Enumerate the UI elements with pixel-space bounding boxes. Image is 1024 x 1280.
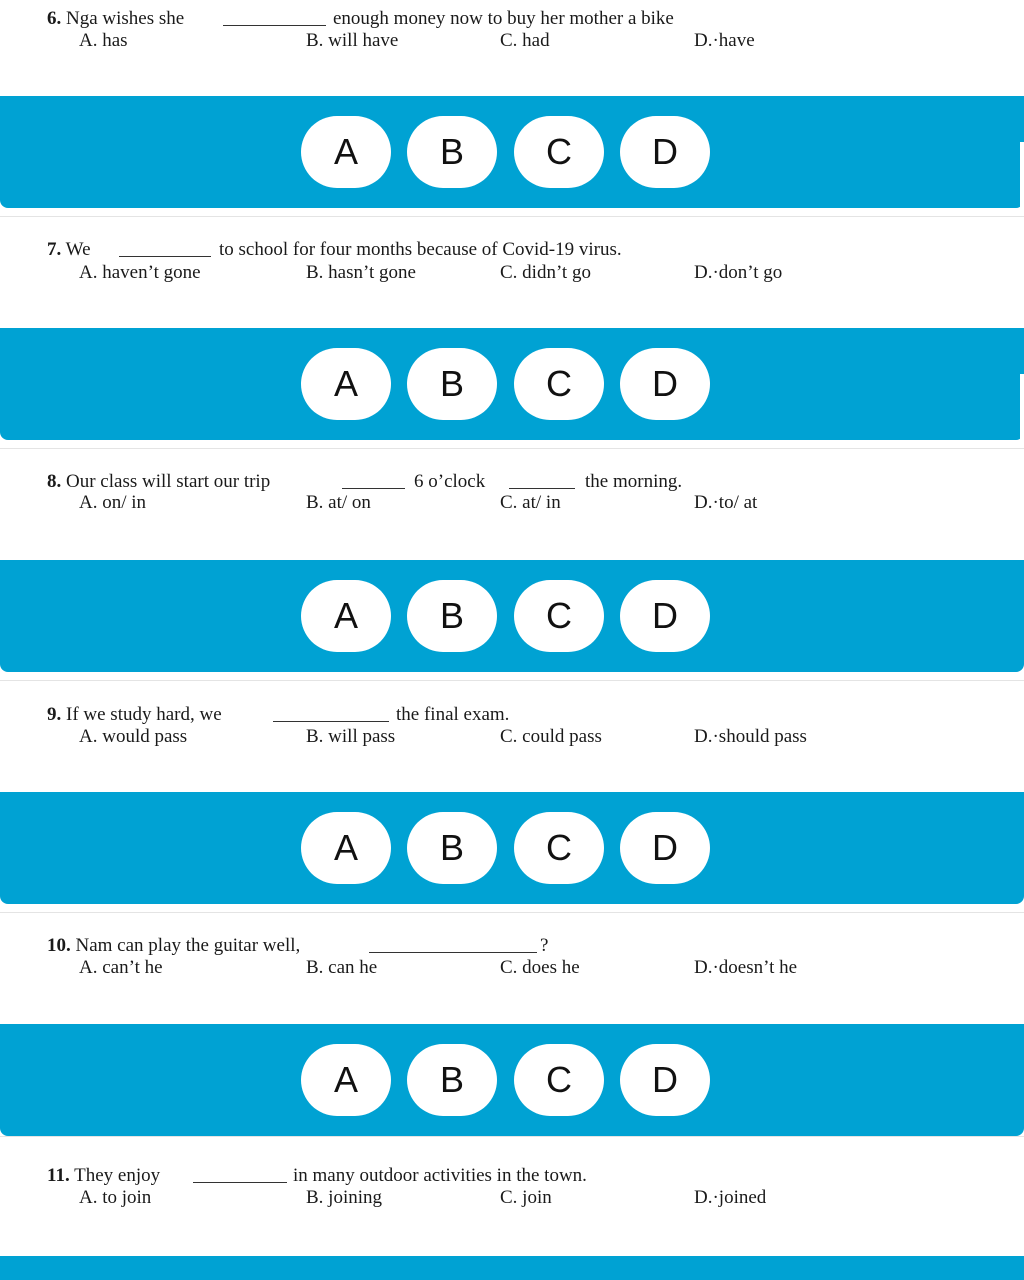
question-text: in many outdoor activities in the town. xyxy=(293,1165,587,1186)
question-number: 7. xyxy=(47,239,62,260)
question-text: Nga wishes she xyxy=(66,8,185,29)
option-b-text: B. at/ on xyxy=(306,492,371,513)
answer-button-c[interactable]: C xyxy=(514,348,604,420)
option-a-text: A. can’t he xyxy=(79,957,163,978)
option-a-text: A. haven’t gone xyxy=(79,262,201,283)
option-b-text: B. will pass xyxy=(306,726,396,747)
answer-button-b[interactable]: B xyxy=(407,116,497,188)
scrollbar-thumb[interactable] xyxy=(1020,142,1024,208)
question-8 xyxy=(0,448,1024,561)
question-text: 6 o’clock xyxy=(414,471,486,492)
answer-button-c[interactable]: C xyxy=(514,812,604,884)
option-d-text: D.·should pass xyxy=(694,726,807,747)
option-b-text: B. joining xyxy=(306,1187,383,1208)
option-a-text: A. would pass xyxy=(79,726,188,747)
answer-button-a[interactable]: A xyxy=(301,348,391,420)
question-text: They enjoy xyxy=(74,1165,161,1186)
answer-bar-6 xyxy=(0,96,1024,208)
answer-bar-10 xyxy=(0,1024,1024,1136)
question-text: the final exam. xyxy=(396,704,510,725)
answer-bar-9 xyxy=(0,792,1024,904)
option-b-text: B. hasn’t gone xyxy=(306,262,416,283)
question-number: 6. xyxy=(47,8,62,29)
option-a-text: A. on/ in xyxy=(79,492,147,513)
answer-blank xyxy=(369,952,537,953)
answer-button-b[interactable]: B xyxy=(407,812,497,884)
question-number: 9. xyxy=(47,704,62,725)
scrollbar-thumb[interactable] xyxy=(1020,374,1024,440)
question-text: ? xyxy=(540,935,549,956)
question-11 xyxy=(0,1136,1024,1257)
option-b-text: B. can he xyxy=(306,957,378,978)
option-c-text: C. didn’t go xyxy=(500,262,591,283)
question-text: to school for four months because of Covid-19 virus. xyxy=(219,239,622,260)
answer-blank xyxy=(509,488,575,489)
question-number: 10. xyxy=(47,935,71,956)
answer-button-c[interactable]: C xyxy=(514,1044,604,1116)
answer-button-b[interactable]: B xyxy=(407,348,497,420)
answer-button-a[interactable]: A xyxy=(301,1044,391,1116)
answer-button-b[interactable]: B xyxy=(407,1044,497,1116)
answer-button-d[interactable]: D xyxy=(620,1044,710,1116)
answer-button-c[interactable]: C xyxy=(514,116,604,188)
option-c-text: C. join xyxy=(500,1187,552,1208)
option-d-text: D.·have xyxy=(694,30,755,51)
answer-button-a[interactable]: A xyxy=(301,116,391,188)
question-9 xyxy=(0,680,1024,793)
option-d-text: D.·to/ at xyxy=(694,492,758,513)
answer-button-d[interactable]: D xyxy=(620,348,710,420)
answer-blank xyxy=(223,25,326,26)
question-text: Our class will start our trip xyxy=(66,471,271,492)
option-c-text: C. does he xyxy=(500,957,580,978)
question-text: If we study hard, we xyxy=(66,704,222,725)
question-text: We xyxy=(65,239,91,260)
option-d-text: D.·don’t go xyxy=(694,262,783,283)
answer-button-d[interactable]: D xyxy=(620,812,710,884)
answer-blank xyxy=(342,488,405,489)
answer-button-d[interactable]: D xyxy=(620,580,710,652)
question-text: the morning. xyxy=(585,471,683,492)
question-number: 8. xyxy=(47,471,62,492)
question-text: Nam can play the guitar well, xyxy=(75,935,301,956)
option-c-text: C. could pass xyxy=(500,726,602,747)
question-7 xyxy=(0,216,1024,329)
answer-button-a[interactable]: A xyxy=(301,580,391,652)
option-d-text: D.·joined xyxy=(694,1187,767,1208)
answer-blank xyxy=(119,256,211,257)
option-b-text: B. will have xyxy=(306,30,399,51)
question-text: enough money now to buy her mother a bike xyxy=(333,8,674,29)
option-a-text: A. to join xyxy=(79,1187,152,1208)
answer-button-c[interactable]: C xyxy=(514,580,604,652)
option-d-text: D.·doesn’t he xyxy=(694,957,798,978)
answer-button-b[interactable]: B xyxy=(407,580,497,652)
answer-button-d[interactable]: D xyxy=(620,116,710,188)
answer-button-a[interactable]: A xyxy=(301,812,391,884)
answer-bar-7 xyxy=(0,328,1024,440)
option-a-text: A. has xyxy=(79,30,128,51)
question-10 xyxy=(0,912,1024,1025)
answer-blank xyxy=(273,721,389,722)
question-number: 11. xyxy=(47,1165,70,1186)
option-c-text: C. at/ in xyxy=(500,492,561,513)
answer-bar-11 xyxy=(0,1256,1024,1280)
question-6 xyxy=(0,0,1024,96)
option-c-text: C. had xyxy=(500,30,550,51)
answer-bar-8 xyxy=(0,560,1024,672)
answer-blank xyxy=(193,1182,287,1183)
